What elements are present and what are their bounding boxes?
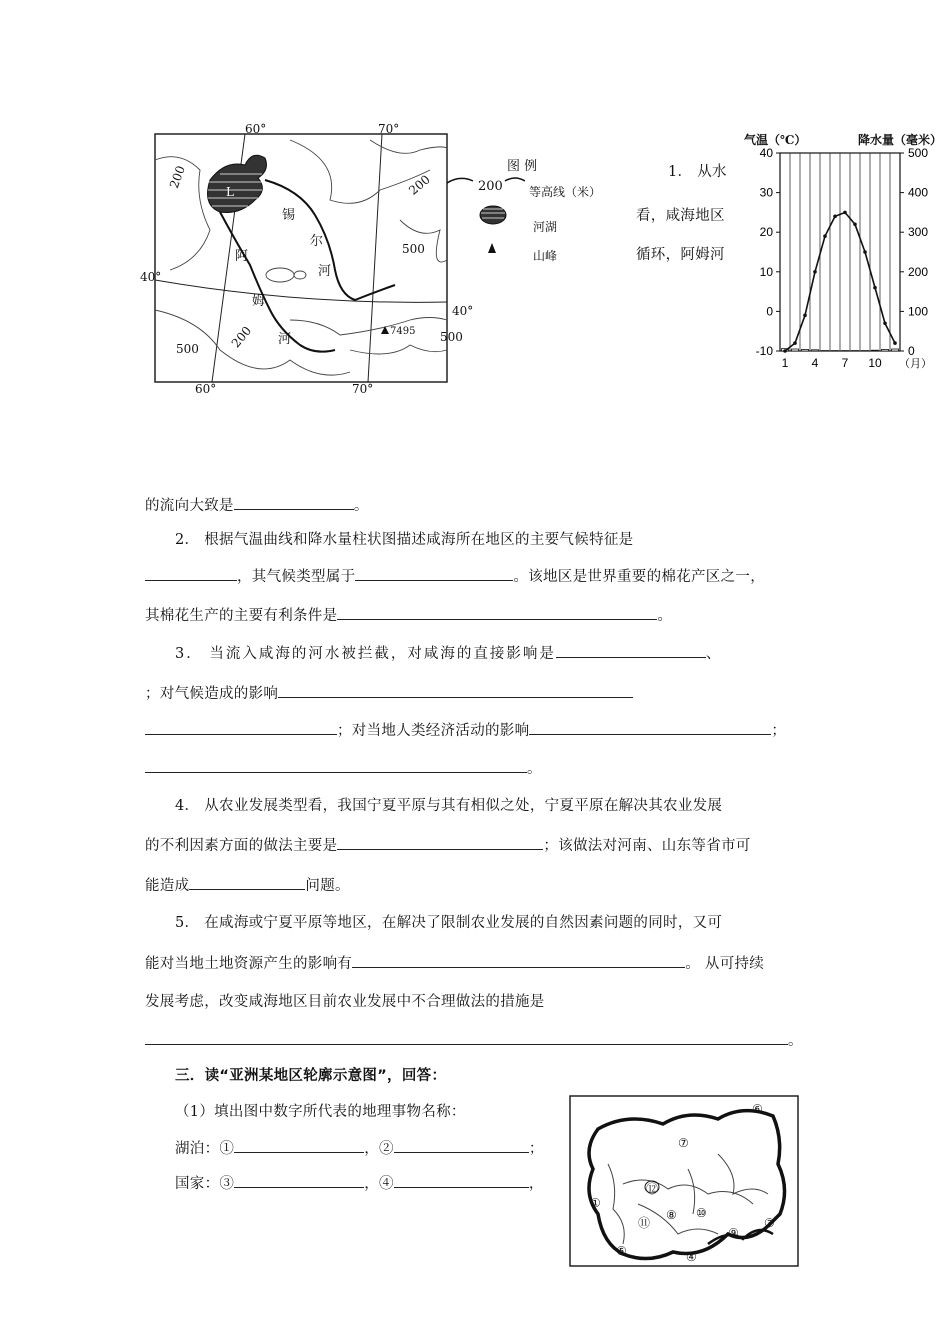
- right-tick-label: 400: [908, 185, 929, 200]
- parallel-40: [155, 280, 447, 302]
- punct: ，: [528, 1176, 544, 1192]
- right-tick-label: 100: [908, 304, 929, 319]
- q3-line: [145, 758, 542, 779]
- climate-chart-svg: [738, 125, 948, 380]
- punct: ；: [528, 1141, 544, 1157]
- q5-line: [175, 913, 722, 933]
- river-name: 阿: [235, 249, 249, 264]
- q1-line: [145, 495, 369, 516]
- answer-blank[interactable]: [278, 683, 633, 698]
- map-number: ⑦: [678, 1136, 689, 1150]
- q3-text: ；对气候造成的影响: [145, 686, 279, 702]
- q4-line: [175, 796, 722, 816]
- river-name: 姆: [252, 294, 266, 309]
- map-legend: [445, 155, 620, 270]
- lat-label: 40°: [452, 304, 474, 318]
- lat-label: 40°: [140, 270, 162, 284]
- lake-mark: L: [226, 185, 234, 199]
- q2-line: [145, 605, 672, 626]
- q5-text: 5． 在咸海或宁夏平原等地区，在解决了限制农业发展的自然因素问题的同时，又可: [175, 915, 723, 931]
- punct: 。: [527, 761, 542, 777]
- q4-line: [145, 875, 350, 896]
- legend-contour-value: 200: [478, 179, 503, 194]
- temperature-point: [873, 286, 877, 290]
- answer-blank[interactable]: [234, 495, 354, 510]
- contour-value: 200: [406, 172, 433, 198]
- left-tick-label: 0: [766, 304, 773, 319]
- q1-text: 的流向大致是: [145, 498, 234, 514]
- q3-line: [145, 720, 786, 741]
- q2-text: 其棉花生产的主要有利条件是: [145, 608, 338, 624]
- x-tick-label: 7: [841, 356, 849, 370]
- answer-blank[interactable]: [394, 1173, 529, 1188]
- q3-text: ；对当地人类经济活动的影响: [337, 723, 530, 739]
- q5-text: 能对当地土地资源产生的影响有: [145, 956, 353, 972]
- q4-text: 问题。: [305, 878, 350, 894]
- lon-label: 60°: [245, 122, 267, 136]
- temperature-point: [883, 321, 887, 325]
- right-tick-label: 500: [908, 146, 929, 160]
- contour-value: 500: [176, 342, 199, 356]
- q5-line: [145, 1030, 803, 1051]
- temperature-point: [853, 222, 857, 226]
- countries-line: [175, 1173, 544, 1194]
- contour-line: [290, 318, 447, 336]
- punct: 。: [788, 1033, 803, 1049]
- lake-shape: [208, 155, 267, 212]
- q5-text: 发展考虑，改变咸海地区目前农业发展中不合理做法的措施是: [145, 994, 545, 1010]
- x-tick-label: 4: [811, 356, 819, 370]
- temperature-point: [813, 270, 817, 274]
- answer-blank[interactable]: [145, 1030, 788, 1045]
- peak-symbol: [381, 326, 389, 334]
- right-tick-label: 0: [908, 344, 915, 358]
- legend-peak-label: 山峰: [533, 249, 558, 263]
- contour-map: [140, 120, 480, 400]
- q5-line: [145, 992, 545, 1012]
- climate-chart: [738, 125, 948, 380]
- answer-blank[interactable]: [145, 720, 337, 735]
- punct: ；: [771, 723, 787, 739]
- legend-title: 图 例: [507, 159, 538, 174]
- q2-text: 。该地区是世界重要的棉花产区之一，: [513, 569, 766, 585]
- map-number: ⑥: [752, 1102, 763, 1116]
- lake2-label: ，②: [364, 1141, 394, 1157]
- x-tick-label: 1: [781, 356, 789, 370]
- temperature-point: [783, 349, 787, 353]
- answer-blank[interactable]: [189, 875, 305, 890]
- river-name: 河: [278, 332, 292, 347]
- answer-blank[interactable]: [352, 953, 685, 968]
- map-number: ⑨: [728, 1226, 739, 1240]
- temperature-point: [823, 234, 827, 238]
- chart-left-axis-title: 气温（℃）: [744, 133, 807, 147]
- temperature-point: [833, 215, 837, 219]
- precip-bar: [812, 350, 819, 351]
- contour-line: [350, 345, 447, 354]
- q3-line: [145, 683, 633, 704]
- temperature-point: [803, 314, 807, 318]
- lakes-line: [175, 1138, 544, 1159]
- answer-blank[interactable]: [337, 835, 543, 850]
- answer-blank[interactable]: [337, 605, 657, 620]
- left-tick-label: 30: [759, 185, 773, 200]
- q3-line: [175, 643, 722, 664]
- q1-text: 看，咸海地区: [636, 208, 725, 224]
- q2-text: ，其气候类型属于: [237, 569, 356, 585]
- asia-outline-map: [568, 1094, 800, 1268]
- contour-map-svg: [140, 120, 480, 400]
- q2-line: [145, 566, 765, 587]
- left-tick-label: -10: [755, 344, 773, 358]
- contour-line: [294, 271, 306, 279]
- q4-line: [145, 835, 751, 856]
- q2-text: 2． 根据气温曲线和降水量柱状图描述咸海所在地区的主要气候特征是: [175, 532, 634, 548]
- answer-blank[interactable]: [234, 1173, 364, 1188]
- contour-value: 200: [166, 163, 188, 191]
- countries-label: 国家：③: [175, 1176, 235, 1192]
- map-number: ⑤: [616, 1244, 627, 1258]
- right-tick-label: 300: [908, 225, 929, 240]
- contour-value: 500: [440, 330, 463, 344]
- map-number: ⑫: [646, 1182, 659, 1196]
- q3-text: 3． 当流入咸海的河水被拦截，对咸海的直接影响是: [175, 646, 556, 662]
- q1-text: 循环，阿姆河: [636, 247, 725, 263]
- section3-heading: 三．读“亚洲某地区轮廓示意图”，回答：: [175, 1068, 447, 1084]
- map-number: ⑩: [696, 1206, 707, 1220]
- left-tick-label: 10: [759, 264, 773, 279]
- map-number: ③: [764, 1216, 775, 1230]
- punct: 。: [353, 498, 369, 514]
- legend-lake-label: 河湖: [533, 220, 558, 234]
- river-name: 锡: [282, 208, 296, 223]
- answer-blank[interactable]: [145, 566, 237, 581]
- contour-value: 200: [228, 323, 255, 351]
- temperature-point: [863, 250, 867, 254]
- right-tick-label: 200: [908, 264, 929, 279]
- map-number: ④: [686, 1250, 697, 1264]
- q4-text: 的不利因素方面的做法主要是: [145, 838, 338, 854]
- lakes-label: 湖泊：①: [175, 1141, 235, 1157]
- precip-bar: [802, 349, 809, 351]
- map-number: ⑪: [638, 1216, 651, 1230]
- river-name: 河: [318, 264, 332, 279]
- section3-sub1: （1）填出图中数字所代表的地理事物名称：: [175, 1104, 466, 1120]
- q4-text: 能造成: [145, 878, 190, 894]
- answer-blank[interactable]: [556, 643, 706, 658]
- precip-bar: [892, 349, 899, 351]
- river-name: 尔: [310, 234, 324, 249]
- legend-contour-label: 等高线（米）: [529, 185, 602, 199]
- answer-blank[interactable]: [234, 1138, 364, 1153]
- punct: 、: [705, 646, 723, 662]
- country4-label: ，④: [364, 1176, 394, 1192]
- q4-text: 4． 从农业发展类型看，我国宁夏平原与其有相似之处，宁夏平原在解决其农业发展: [175, 798, 723, 814]
- answer-blank[interactable]: [355, 566, 513, 581]
- answer-blank[interactable]: [394, 1138, 529, 1153]
- precip-bar: [872, 350, 879, 351]
- left-tick-label: 20: [759, 225, 773, 240]
- lon-label: 70°: [352, 382, 374, 396]
- q4-text: ；该做法对河南、山东等省市可: [543, 838, 751, 854]
- lon-label: 60°: [195, 382, 217, 396]
- answer-blank[interactable]: [145, 758, 527, 773]
- contour-line: [290, 140, 430, 203]
- asia-outline-svg: [568, 1094, 800, 1268]
- peak-elevation: 7495: [390, 326, 416, 337]
- precip-bar: [792, 349, 799, 351]
- q1-text: 1． 从水: [668, 164, 727, 180]
- map-number: ①: [590, 1196, 601, 1210]
- chart-right-axis-title: 降水量（毫米）: [858, 133, 943, 147]
- punct: 。: [657, 608, 673, 624]
- map-number: ⑧: [666, 1208, 677, 1222]
- x-tick-label: 10: [868, 356, 882, 370]
- temperature-point: [893, 341, 897, 345]
- precip-bar: [882, 349, 889, 351]
- contour-value: 500: [402, 242, 425, 256]
- temperature-point: [793, 341, 797, 345]
- left-tick-label: 40: [759, 146, 773, 160]
- q2-line: [175, 530, 633, 550]
- lon-label: 70°: [378, 122, 400, 136]
- x-axis-label: （月）: [899, 357, 932, 370]
- q5-text: 。 从可持续: [685, 956, 765, 972]
- meridian-70: [368, 134, 382, 382]
- temperature-point: [843, 211, 847, 215]
- answer-blank[interactable]: [529, 720, 771, 735]
- contour-line: [266, 268, 294, 282]
- q5-line: [145, 953, 764, 974]
